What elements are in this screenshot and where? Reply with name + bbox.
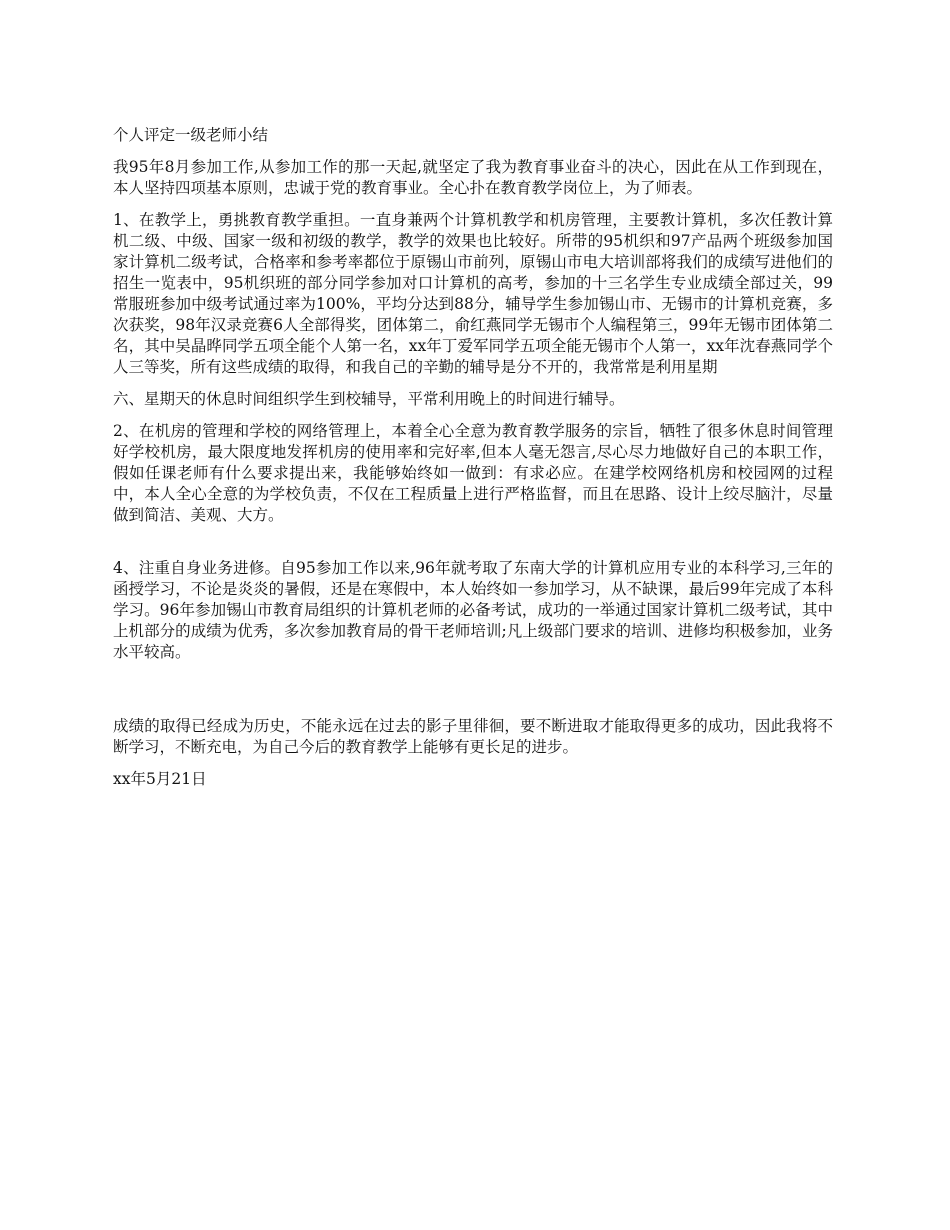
blank-line xyxy=(113,537,833,558)
paragraph-intro: 我95年8月参加工作,从参加工作的那一天起,就坚定了我为教育事业奋斗的决心，因此在从工作到现在，本人坚持四项基本原则，忠诚于党的教育事业。全心扑在教育教学岗位上，为了师表。 xyxy=(113,158,833,197)
blank-line xyxy=(113,695,833,716)
blank-line xyxy=(113,674,833,695)
document-date: xx年5月21日 xyxy=(113,770,207,788)
paragraph-teaching: 1、在教学上，勇挑教育教学重担。一直身兼两个计算机教学和机房管理，主要教计算机，多次任教计算机二级、中级、国家一级和初级的教学，教学的效果也比较好。所带的95机织和97产品两个班级参加国家计算机二级考试，合格率和参考率都位于原锡山市前列，原锡山市电大培训部将我们的成绩写进他们的招生一览表中，95机织班的部分同学参加对口计算机的高考，参加的十三名学生专业成绩全部过关，99常服班参加中级考试通过率为100%，平均分达到88分，辅导学生参加锡山市、无锡市的计算机竞赛，多次获奖，98年汉录竞赛6人全部得奖，团体第二，俞红燕同学无锡市个人编程第三，99年无锡市团体第二名，其中吴晶晔同学五项全能个人第一名，xx年丁爱军同学五项全能无锡市个人第一，xx年沈春燕同学个人三等奖，所有这些成绩的取得，和我自己的辛勤的辅导是分不开的，我常常是利用星期 xyxy=(113,211,833,376)
paragraph-lab-management: 2、在机房的管理和学校的网络管理上，本着全心全意为教育教学服务的宗旨，牺牲了很多休息时间管理好学校机房，最大限度地发挥机房的使用率和完好率,但本人毫无怨言,尽心尽力地做好自己的本职工作，假如任课老师有什么要求提出来，我能够始终如一做到：有求必应。在建学校网络机房和校园网的过程中，本人全心全意的为学校负责，不仅在工程质量上进行严格监督，而且在思路、设计上绞尽脑汁，尽量做到简洁、美观、大方。 xyxy=(113,422,833,524)
paragraph-professional-development: 4、注重自身业务进修。自95参加工作以来,96年就考取了东南大学的计算机应用专业的本科学习,三年的函授学习，不论是炎炎的暑假，还是在寒假中，本人始终如一参加学习，从不缺课，最后99年完成了本科学习。96年参加锡山市教育局组织的计算机老师的必备考试，成功的一举通过国家计算机二级考试，其中上机部分的成绩为优秀，多次参加教育局的骨干老师培训;凡上级部门要求的培训、进修均积极参加，业务水平较高。 xyxy=(113,559,833,661)
paragraph-weekend-tutoring: 六、星期天的休息时间组织学生到校辅导，平常利用晚上的时间进行辅导。 xyxy=(113,390,625,408)
paragraph-conclusion: 成绩的取得已经成为历史，不能永远在过去的影子里徘徊，要不断进取才能取得更多的成功，因此我将不断学习，不断充电，为自己今后的教育教学上能够有更长足的进步。 xyxy=(113,717,833,756)
document-title: 个人评定一级老师小结 xyxy=(113,126,269,144)
document-body xyxy=(113,125,833,790)
